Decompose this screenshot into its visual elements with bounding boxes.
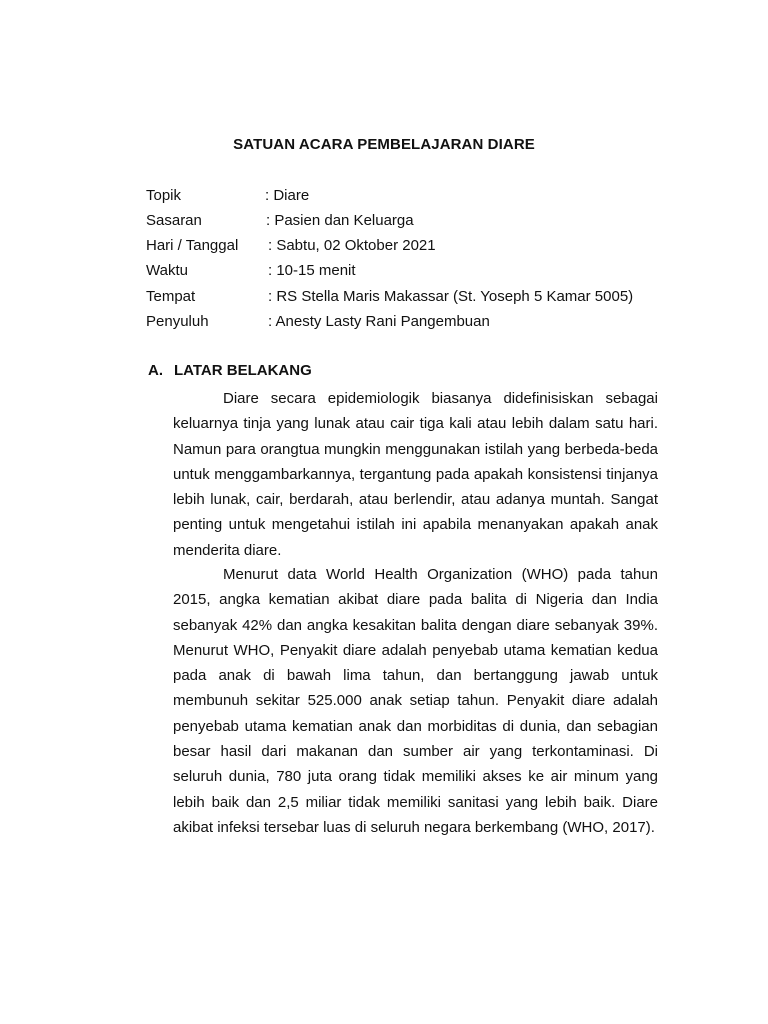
document-title: SATUAN ACARA PEMBELAJARAN DIARE xyxy=(233,136,535,153)
meta-key: Hari / Tanggal xyxy=(146,237,239,254)
meta-value: : 10-15 menit xyxy=(268,262,356,279)
meta-value: : Anesty Lasty Rani Pangembuan xyxy=(268,313,490,330)
meta-key: Tempat xyxy=(146,288,196,305)
meta-key: Waktu xyxy=(146,262,188,279)
meta-value: : Pasien dan Keluarga xyxy=(266,212,414,229)
section-heading-text: LATAR BELAKANG xyxy=(174,362,312,379)
paragraph-block xyxy=(173,386,658,563)
paragraph-block xyxy=(173,562,658,840)
paragraph: Menurut data World Health Organization (WHO) pada tahun 2015, angka kematian akibat diare pada balita di Nigeria dan India sebanyak 42% dan angka kesakitan balita dengan diare sebanyak 39%. Menurut WHO, Penyakit diare adalah penyebab utama kematian kedua pada anak di bawah lima tahun, dan bertanggung jawab untuk membunuh sekitar 525.000 anak setiap tahun. Penyakit diare adalah penyebab utama kematian anak dan morbiditas di dunia, dan sebagian besar hasil dari makanan dan sumber air yang terkontaminasi. Di seluruh dunia, 780 juta orang tidak memiliki akses ke air minum yang lebih baik dan 2,5 miliar tidak memiliki sanitasi yang lebih baik. Diare akibat infeksi tersebar luas di seluruh negara berkembang (WHO, 2017). xyxy=(173,566,658,836)
meta-value: : Diare xyxy=(265,187,310,204)
paragraph: Diare secara epidemiologik biasanya didefinisiskan sebagai keluarnya tinja yang lunak atau cair tiga kali atau lebih dalam satu hari. Namun para orangtua mungkin menggunakan istilah yang berbeda-beda untuk menggambarkannya, tergantung pada apakah konsistensi tinjanya lebih lunak, cair, berdarah, atau berlendir, atau adanya muntah. Sangat penting untuk mengetahui istilah ini apabila menanyakan apakah anak menderita diare. xyxy=(173,390,658,559)
meta-value: : Sabtu, 02 Oktober 2021 xyxy=(268,237,436,254)
section-letter: A. xyxy=(148,362,163,379)
section-heading-latar-belakang xyxy=(148,362,312,379)
meta-key: Topik xyxy=(146,187,182,204)
meta-key: Penyuluh xyxy=(146,313,209,330)
meta-value: : RS Stella Maris Makassar (St. Yoseph 5 Kamar 5005) xyxy=(268,288,634,305)
meta-key: Sasaran xyxy=(146,212,202,229)
